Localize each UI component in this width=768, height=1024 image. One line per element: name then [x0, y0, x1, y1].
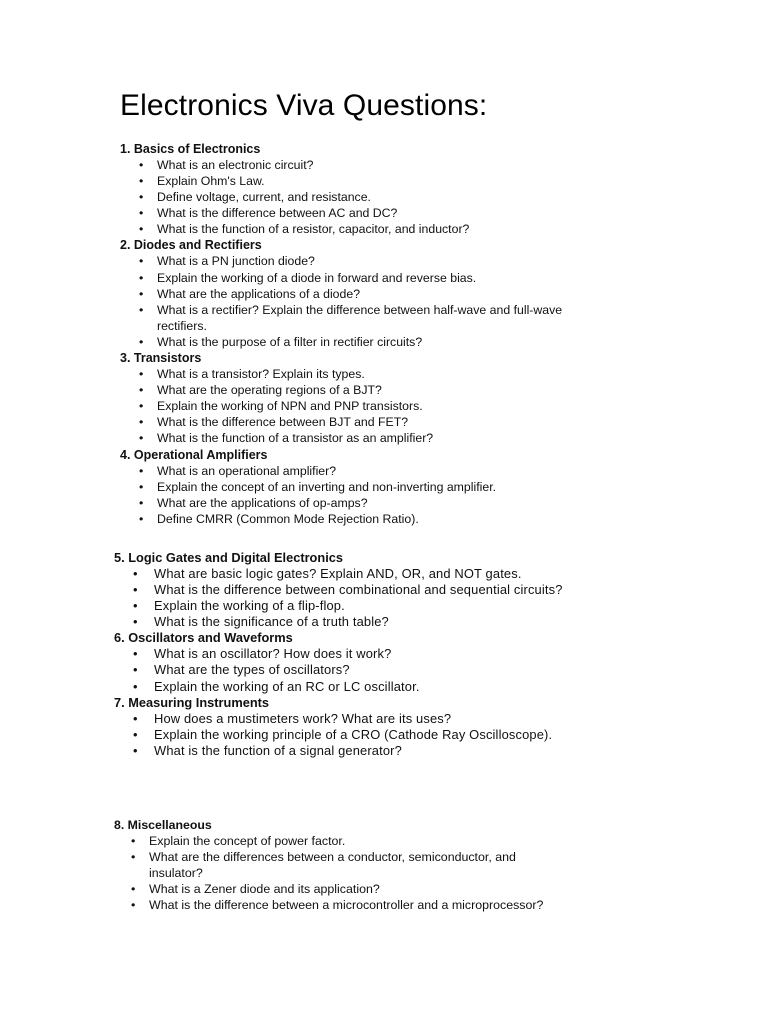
bullet-icon: •	[139, 399, 144, 414]
bullet-icon: •	[133, 614, 138, 630]
section-heading: 3. Transistors	[120, 351, 202, 366]
bullet-icon: •	[139, 270, 144, 285]
question-list	[114, 711, 614, 759]
section-group-2	[114, 550, 614, 759]
question-item	[120, 189, 567, 205]
question-item	[114, 566, 614, 582]
section	[114, 695, 614, 759]
question-text: What is the purpose of a filter in rectifier circuits?	[157, 334, 423, 349]
bullet-icon: •	[139, 511, 144, 526]
bullet-icon: •	[133, 582, 138, 598]
question-item	[120, 157, 567, 173]
bullet-icon: •	[139, 254, 144, 269]
question-item	[120, 253, 567, 269]
bullet-icon: •	[139, 286, 144, 301]
question-text: What is a PN junction diode?	[157, 254, 315, 269]
question-item	[120, 382, 567, 398]
question-list	[120, 463, 567, 527]
bullet-icon: •	[139, 158, 144, 172]
section-heading: 7. Measuring Instruments	[114, 694, 270, 710]
question-item	[114, 614, 614, 630]
question-item	[120, 221, 567, 237]
bullet-icon: •	[131, 834, 136, 848]
bullet-icon: •	[133, 646, 138, 662]
bullet-icon: •	[139, 479, 144, 494]
question-text: Explain the working of NPN and PNP transistors.	[157, 399, 423, 414]
bullet-icon: •	[139, 190, 144, 205]
section	[120, 141, 567, 237]
bullet-icon: •	[133, 566, 138, 581]
section	[120, 350, 567, 446]
bullet-icon: •	[139, 431, 144, 446]
section	[114, 630, 614, 694]
bullet-icon: •	[133, 742, 138, 758]
question-text: What is the function of a transistor as an amplifier?	[157, 431, 434, 446]
bullet-icon: •	[133, 598, 138, 614]
question-text: Define CMRR (Common Mode Rejection Ratio).	[157, 511, 419, 526]
section-heading: 2. Diodes and Rectifiers	[120, 238, 262, 253]
question-item	[114, 582, 614, 598]
question-text: What are basic logic gates? Explain AND, OR, and NOT gates.	[154, 566, 522, 581]
question-text: Explain the working of a flip-flop.	[154, 598, 345, 614]
question-item	[120, 495, 567, 511]
question-text: What is an oscillator? How does it work?	[154, 646, 392, 662]
bullet-icon: •	[139, 302, 144, 317]
question-text: What is an electronic circuit?	[157, 158, 314, 172]
question-item	[114, 646, 614, 662]
question-list	[114, 833, 559, 913]
section-group-1	[120, 141, 567, 527]
section-heading: 5. Logic Gates and Digital Electronics	[114, 550, 343, 565]
section-heading: 4. Operational Amplifiers	[120, 447, 268, 462]
question-item	[114, 849, 559, 881]
section-heading: 6. Oscillators and Waveforms	[114, 630, 293, 646]
question-text: What is an operational amplifier?	[157, 463, 337, 478]
section	[120, 237, 567, 350]
bullet-icon: •	[139, 334, 144, 349]
question-item	[114, 833, 559, 849]
bullet-icon: •	[139, 495, 144, 510]
bullet-icon: •	[139, 383, 144, 398]
section-heading: 8. Miscellaneous	[114, 818, 212, 832]
question-item	[120, 430, 567, 446]
question-item	[114, 662, 614, 678]
question-item	[120, 511, 567, 527]
question-text: What is a transistor? Explain its types.	[157, 367, 365, 382]
question-list	[114, 566, 614, 630]
question-item	[120, 205, 567, 221]
question-item	[120, 479, 567, 495]
question-text: Explain the working of a diode in forward and reverse bias.	[157, 270, 477, 285]
question-text: What is the difference between AC and DC?	[157, 206, 398, 221]
question-list	[120, 253, 567, 350]
question-item	[114, 598, 614, 614]
question-item	[120, 414, 567, 430]
question-text: Explain the concept of an inverting and non-inverting amplifier.	[157, 479, 497, 494]
question-text: What is the difference between BJT and FET?	[157, 415, 409, 430]
section-heading: 1. Basics of Electronics	[120, 142, 261, 156]
section	[114, 550, 614, 630]
question-item	[120, 398, 567, 414]
document-title: Electronics Viva Questions:	[120, 89, 488, 122]
question-item	[120, 286, 567, 302]
question-item	[114, 743, 614, 759]
question-item	[114, 679, 614, 695]
bullet-icon: •	[133, 710, 138, 726]
bullet-icon: •	[139, 222, 144, 237]
bullet-icon: •	[139, 206, 144, 221]
question-item	[120, 463, 567, 479]
bullet-icon: •	[139, 174, 144, 189]
bullet-icon: •	[133, 726, 138, 742]
bullet-icon: •	[133, 662, 138, 678]
bullet-icon: •	[139, 415, 144, 430]
question-item	[114, 727, 614, 743]
question-text: What is a rectifier? Explain the difference between half-wave and full-wave rectifiers.	[157, 302, 563, 333]
question-item	[120, 334, 567, 350]
question-text: What is the significance of a truth table?	[154, 614, 389, 630]
question-text: Explain the concept of power factor.	[149, 834, 346, 848]
question-item	[120, 270, 567, 286]
question-text: What are the differences between a conductor, semiconductor, and insulator?	[149, 850, 516, 881]
bullet-icon: •	[133, 678, 138, 694]
question-text: What are the types of oscillators?	[154, 662, 350, 678]
question-text: What is the function of a signal generator?	[154, 742, 402, 758]
question-item	[120, 366, 567, 382]
bullet-icon: •	[139, 463, 144, 478]
question-list	[120, 157, 567, 237]
question-item	[120, 173, 567, 189]
question-text: How does a mustimeters work? What are its uses?	[154, 710, 452, 726]
question-text: Explain the working of an RC or LC oscillator.	[154, 678, 420, 694]
question-text: What are the applications of op-amps?	[157, 495, 368, 510]
question-text: What is the difference between combinational and sequential circuits?	[154, 582, 563, 598]
question-text: What are the operating regions of a BJT?	[157, 383, 382, 398]
bullet-icon: •	[131, 850, 136, 865]
question-list	[120, 366, 567, 446]
question-text: Define voltage, current, and resistance.	[157, 190, 371, 205]
question-item	[114, 711, 614, 727]
question-text: What is the function of a resistor, capacitor, and inductor?	[157, 222, 470, 237]
question-item	[120, 302, 567, 334]
section	[114, 817, 559, 913]
question-text: What is the difference between a microcontroller and a microprocessor?	[149, 898, 544, 913]
bullet-icon: •	[131, 882, 136, 897]
question-text: Explain Ohm's Law.	[157, 174, 265, 189]
section	[120, 447, 567, 527]
question-item	[114, 897, 559, 913]
question-item	[114, 881, 559, 897]
question-text: What are the applications of a diode?	[157, 286, 361, 301]
question-list	[114, 646, 614, 694]
bullet-icon: •	[131, 898, 136, 913]
section-group-3	[114, 817, 559, 913]
question-text: What is a Zener diode and its application?	[149, 882, 380, 897]
bullet-icon: •	[139, 367, 144, 382]
question-text: Explain the working principle of a CRO (Cathode Ray Oscilloscope).	[154, 726, 553, 742]
